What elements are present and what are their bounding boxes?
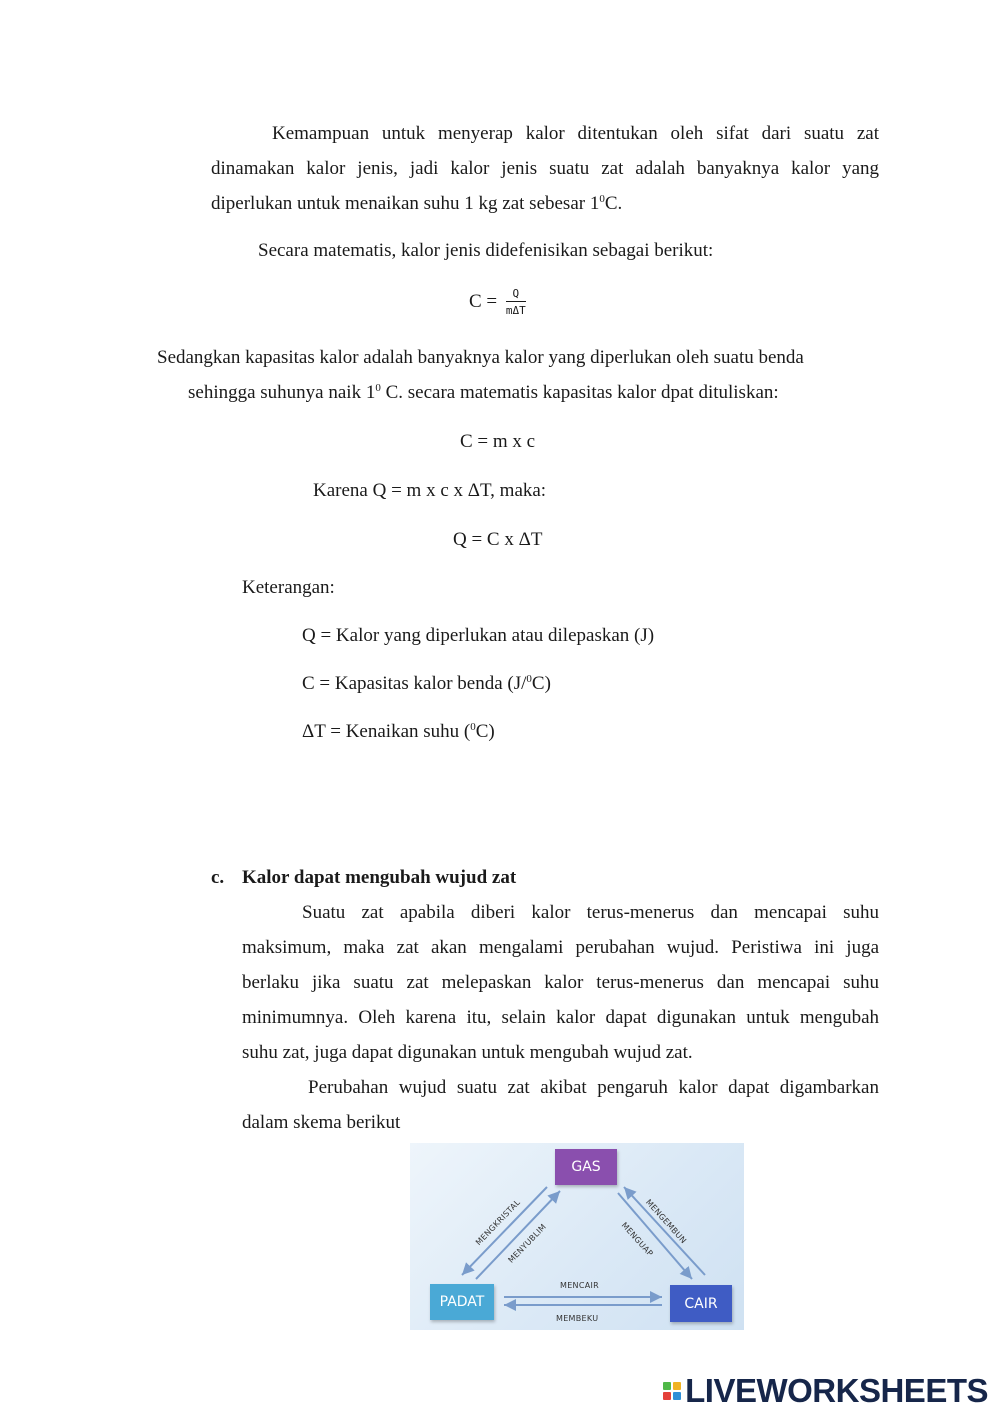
padat-box: PADAT (430, 1284, 494, 1320)
section-c-p1-line-3: berlaku jika suatu zat melepaskan kalor terus-menerus dan mencapai suhu (242, 972, 879, 993)
keterangan-title: Keterangan: (242, 577, 335, 598)
section-c-heading: Kalor dapat mengubah wujud zat (242, 867, 517, 888)
formula-kapasitas-kalor: C = m x c (460, 431, 536, 452)
section-c-p1-line-4: minimumnya. Oleh karena itu, selain kalor dapat digunakan untuk mengubah (242, 1007, 879, 1028)
section-c-p1-line-5: suhu zat, juga dapat digunakan untuk mengubah wujud zat. (242, 1042, 693, 1063)
paragraph-2-line-1: Sedangkan kapasitas kalor adalah banyaknya kalor yang diperlukan oleh suatu benda (157, 347, 804, 368)
section-c-p2-line-2: dalam skema berikut (242, 1112, 401, 1133)
logo-mark-icon (663, 1382, 681, 1400)
paragraph-1-line-2: dinamakan kalor jenis, jadi kalor jenis suatu zat adalah banyaknya kalor yang (211, 158, 879, 179)
label-mengkristal: MENGKRISTAL (473, 1197, 522, 1248)
gas-box: GAS (555, 1149, 617, 1185)
section-c-p1-line-2: maksimum, maka zat akan mengalami perubahan wujud. Peristiwa ini juga (242, 937, 879, 958)
label-mengembun: MENGEMBUN (643, 1197, 689, 1246)
keterangan-c: C = Kapasitas kalor benda (J/$^0$C) (302, 673, 551, 694)
section-c-p2-line-1: Perubahan wujud suatu zat akibat pengaruh kalor dapat digambarkan (308, 1077, 879, 1098)
karena-line: Karena Q = m x c x ΔT, maka: (313, 480, 547, 501)
phase-change-diagram (410, 1143, 744, 1330)
keterangan-delta-t: ΔT = Kenaikan suhu ($^0$C) (302, 721, 495, 742)
label-mencair: MENCAIR (560, 1281, 600, 1290)
formula-q: Q = C x ΔT (453, 529, 543, 550)
label-membeku: MEMBEKU (556, 1314, 599, 1323)
cair-box: CAIR (670, 1285, 732, 1322)
liveworksheets-logo (663, 1374, 988, 1408)
label-menyublim: MENYUBLIM (506, 1222, 549, 1265)
formula-kalor-jenis: C = $\frac{Q}{\text{mΔT}}$ (469, 287, 526, 317)
label-menguap: MENGUAP (619, 1220, 655, 1259)
fraction: $\frac{Q}{\text{mΔT}}$ (505, 287, 526, 317)
paragraph-1-line-1: Kemampuan untuk menyerap kalor ditentukan oleh sifat dari suatu zat (272, 123, 879, 144)
section-c-p1-line-1: Suatu zat apabila diberi kalor terus-menerus dan mencapai suhu (302, 902, 879, 923)
logo-text: LIVEWORKSHEETS (685, 1372, 988, 1409)
paragraph-2-line-2: sehingga suhunya naik $1^0$ C. secara matematis kapasitas kalor dpat dituliskan: (188, 382, 779, 403)
math-intro: Secara matematis, kalor jenis didefenisikan sebagai berikut: (258, 240, 714, 261)
section-c-marker: c. (211, 867, 225, 888)
paragraph-1-line-3: diperlukan untuk menaikan suhu 1 kg zat sebesar $1^0C$. (211, 193, 623, 214)
keterangan-q: Q = Kalor yang diperlukan atau dilepaskan (J) (302, 625, 655, 646)
